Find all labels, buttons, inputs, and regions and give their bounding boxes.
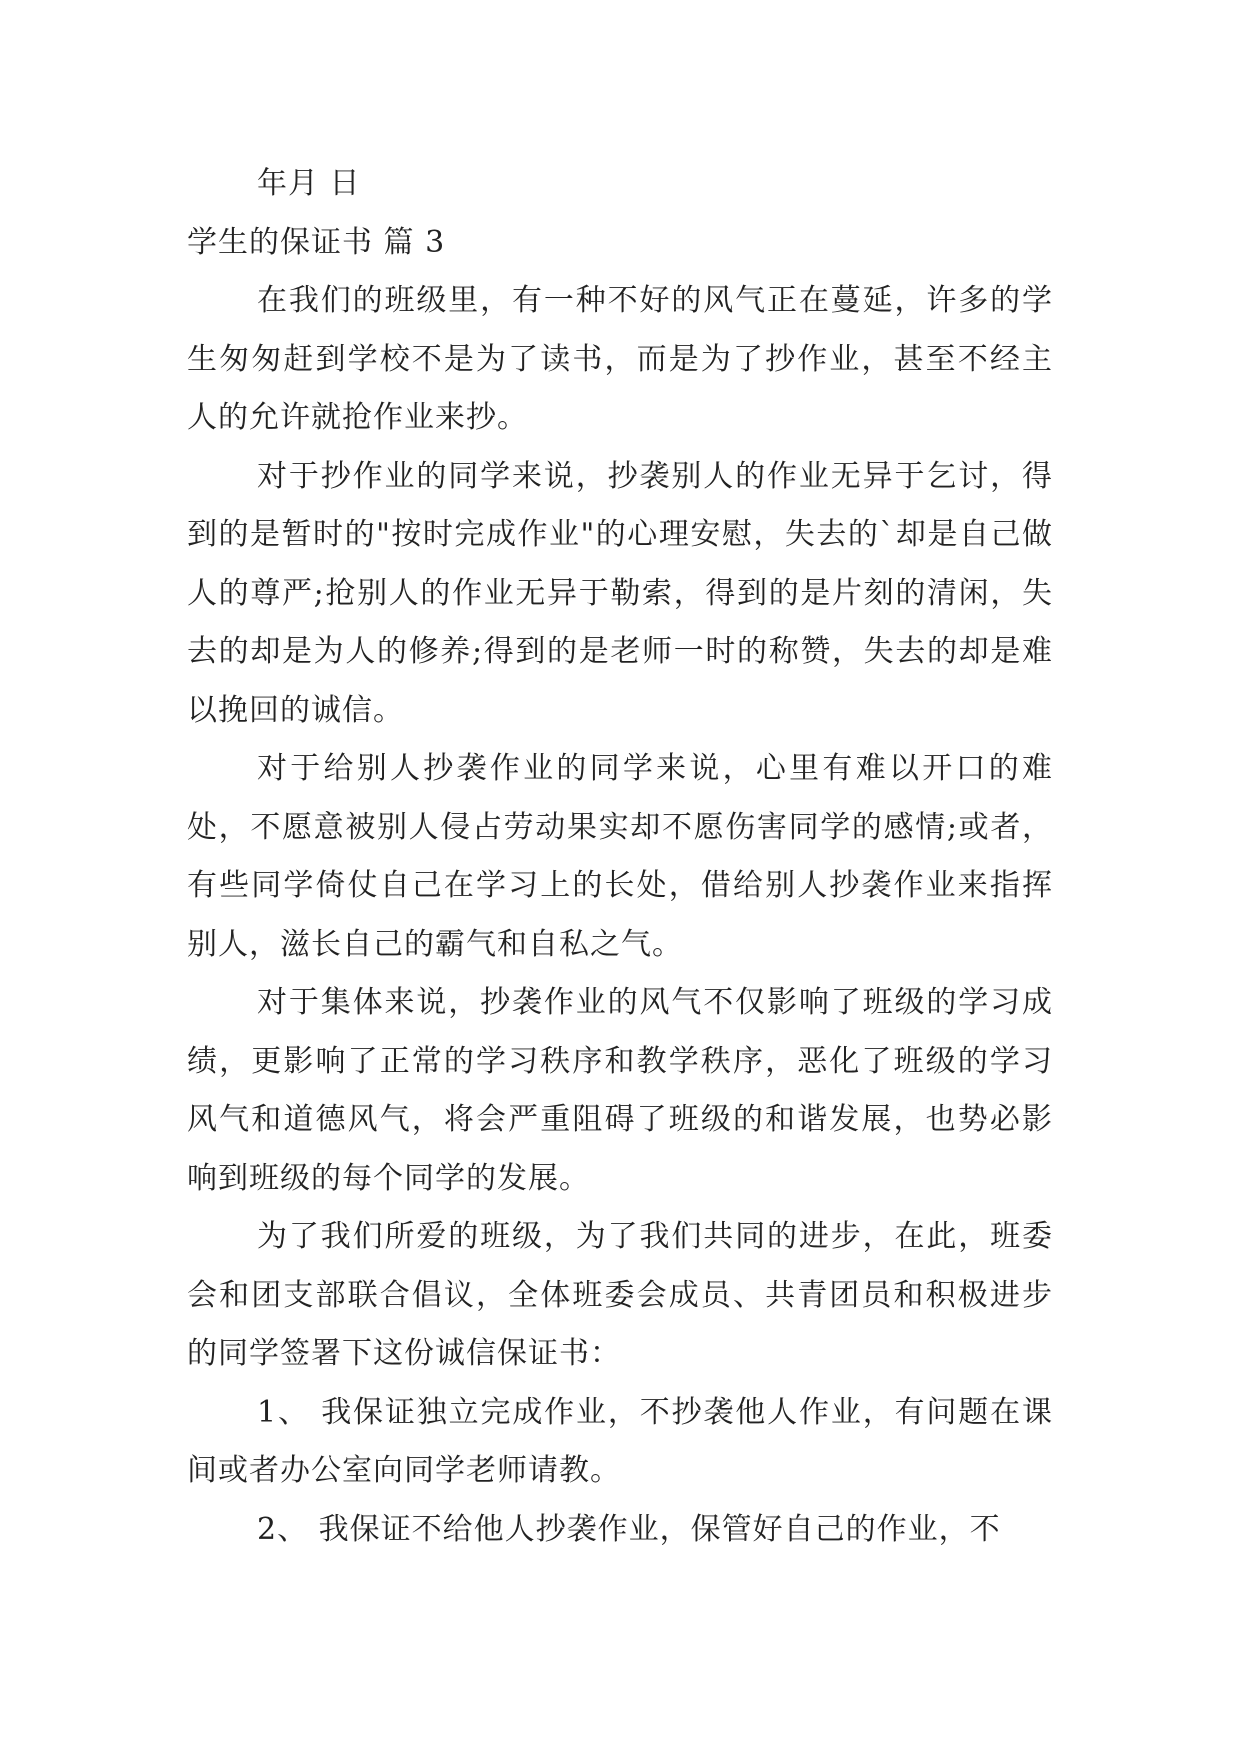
pledge-item-2: 2、 我保证不给他人抄袭作业，保管好自己的作业，不 [257, 1511, 1001, 1547]
paragraph-4: 对于集体来说，抄袭作业的风气不仅影响了班级的学习成绩，更影响了正常的学习秩序和教学秩序，恶化了班级的学习风气和道德风气，将会严重阻碍了班级的和谐发展，也势必影响到班级的每个同学的发展。 [187, 985, 1053, 1196]
document-body [187, 155, 1053, 1559]
date-line: 年月 日 [257, 166, 361, 201]
pledge-item-1: 1、 我保证独立完成作业，不抄袭他人作业，有问题在课间或者办公室向同学老师请教。 [187, 1394, 1053, 1488]
document-title: 学生的保证书 篇 3 [187, 224, 446, 260]
paragraph-3: 对于给别人抄袭作业的同学来说，心里有难以开口的难处，不愿意被别人侵占劳动果实却不愿伤害同学的感情;或者，有些同学倚仗自己在学习上的长处，借给别人抄袭作业来指挥别人，滋长自己的霸气和自私之气。 [187, 751, 1053, 962]
paragraph-5: 为了我们所爱的班级，为了我们共同的进步，在此，班委会和团支部联合倡议，全体班委会成员、共青团员和积极进步的同学签署下这份诚信保证书： [187, 1219, 1053, 1371]
paragraph-2: 对于抄作业的同学来说，抄袭别人的作业无异于乞讨，得到的是暂时的"按时完成作业"的心理安慰，失去的`却是自己做人的尊严;抢别人的作业无异于勒索，得到的是片刻的清闲，失去的却是为人的修养;得到的是老师一时的称赞，失去的却是难以挽回的诚信。 [187, 458, 1053, 728]
paragraph-1: 在我们的班级里，有一种不好的风气正在蔓延，许多的学生匆匆赶到学校不是为了读书，而是为了抄作业，甚至不经主人的允许就抢作业来抄。 [187, 283, 1053, 435]
